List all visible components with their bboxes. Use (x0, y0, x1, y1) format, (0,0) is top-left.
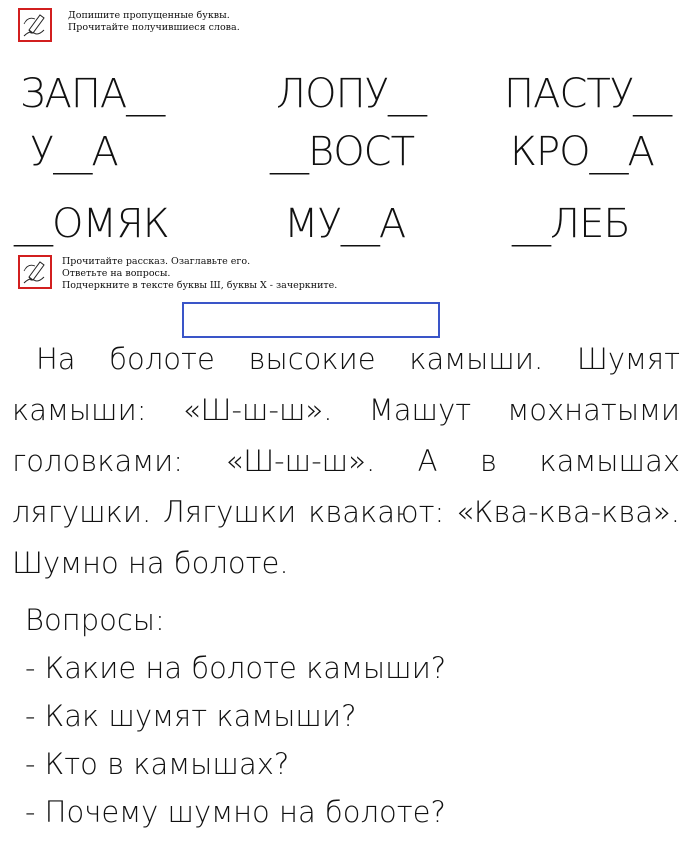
task2-instruction-line: Прочитайте рассказ. Озаглавьте его. (62, 256, 251, 267)
question-item: - Какие на болоте камыши? (25, 651, 447, 685)
task1-instructions (68, 10, 240, 34)
story-text (12, 334, 680, 589)
word-cell: КРО__А (510, 129, 654, 175)
task1-instruction-line: Прочитайте получившиеся слова. (68, 22, 240, 33)
task2-instruction-line: Подчеркните в тексте буквы Ш, буквы Х - зачеркните. (62, 280, 338, 291)
word-cell: ПАСТУ__ (504, 71, 672, 117)
missing-letter-words (0, 62, 700, 252)
word-cell: МУ__А (284, 201, 406, 247)
word-cell: __ВОСТ (270, 129, 415, 175)
question-item: - Почему шумно на болоте? (25, 795, 446, 829)
task2-instructions (62, 256, 337, 292)
story-paragraph: На болоте высокие камыши. Шумят камыши: «Ш-ш-ш». Машут мохнатыми головками: «Ш-ш-ш». А в камышах лягушки. Лягушки квакают: «Ква-ква-ква». Шумно на болоте. (12, 342, 680, 580)
questions-block (25, 596, 685, 836)
questions-heading: Вопросы: (25, 603, 165, 637)
word-cell: __ЛЕБ (512, 201, 630, 247)
task1-instruction-line: Допишите пропущенные буквы. (68, 10, 230, 21)
question-item: - Как шумят камыши? (25, 699, 357, 733)
pen-writing-icon (18, 255, 52, 289)
word-cell: __ОМЯК (14, 201, 169, 247)
word-cell: ЗАПА__ (20, 71, 165, 117)
task2-instruction-line: Ответьте на вопросы. (62, 268, 171, 279)
word-cell: У__А (30, 129, 118, 175)
word-cell: ЛОПУ__ (276, 71, 427, 117)
pen-writing-icon (18, 8, 52, 42)
question-item: - Кто в камышах? (25, 747, 290, 781)
story-title-box[interactable] (182, 302, 440, 338)
